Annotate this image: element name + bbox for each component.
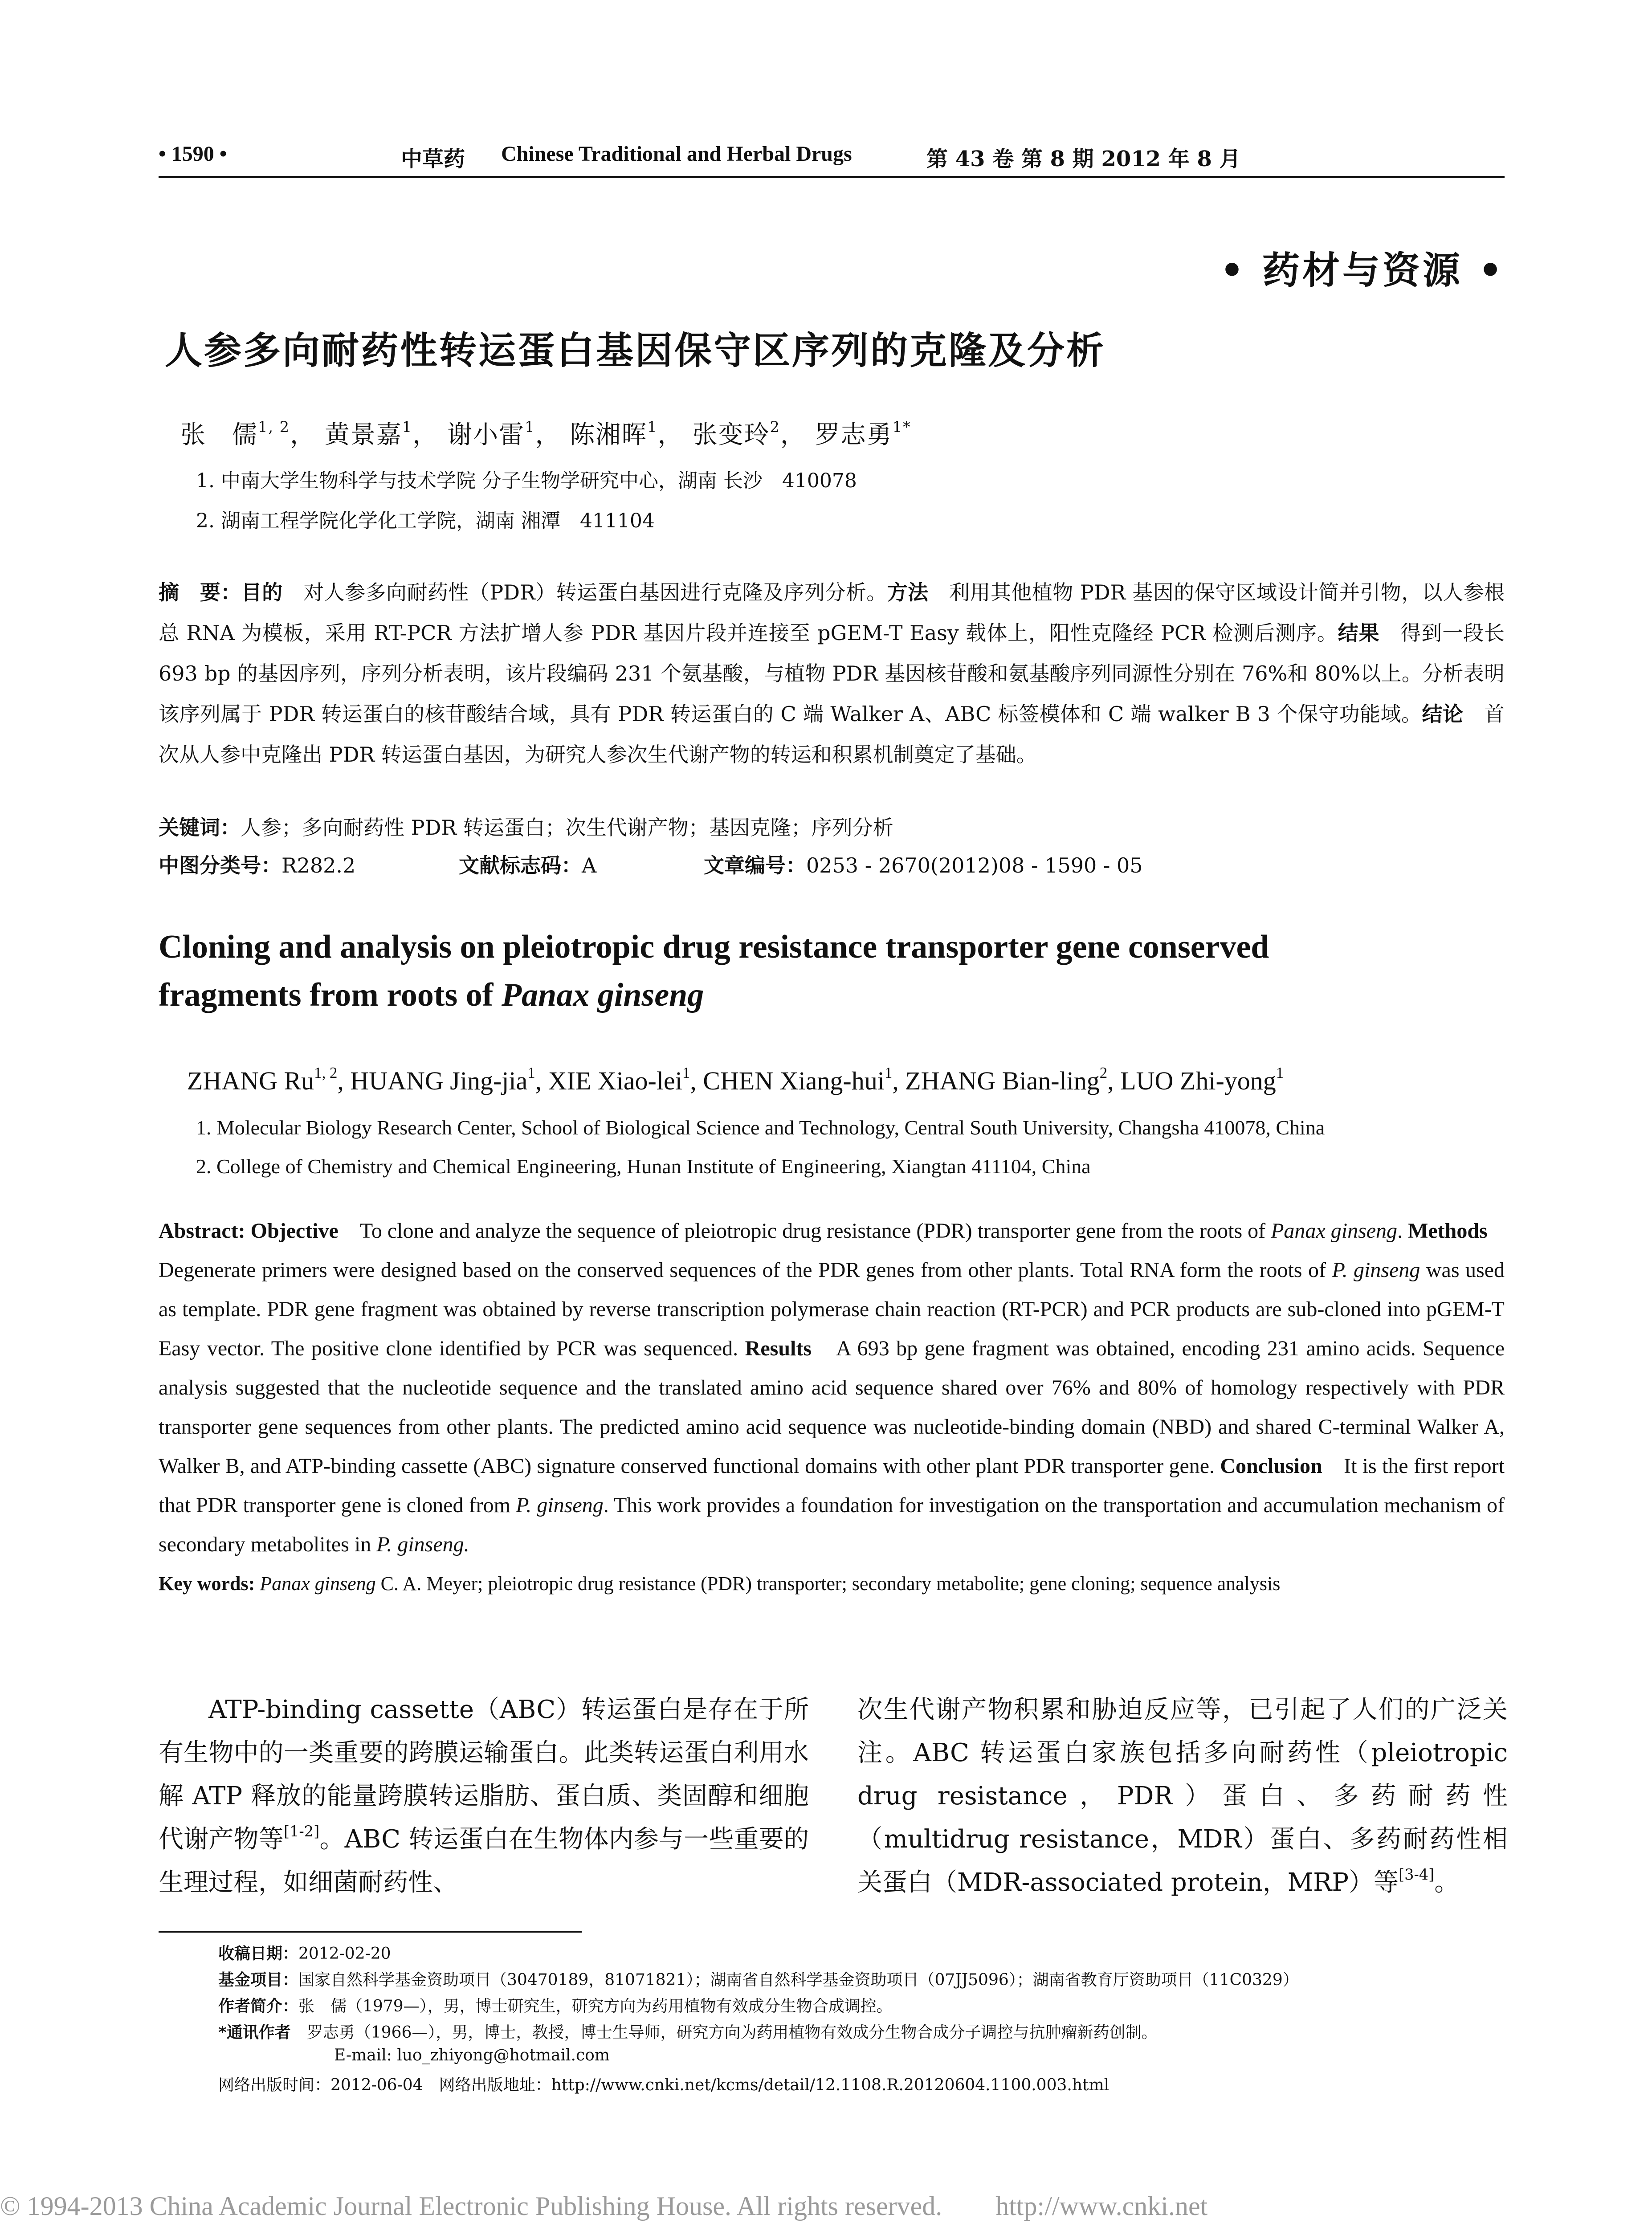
- author-name: XIE Xiao-lei: [548, 1066, 682, 1095]
- author-affil-mark: 1: [527, 1064, 535, 1081]
- en-title-line-1: Cloning and analysis on pleiotropic drug resistance transporter gene conserved: [159, 929, 1269, 965]
- footnote-email: E-mail: luo_zhiyong@hotmail.com: [334, 2046, 610, 2064]
- objective-label: 目的: [241, 580, 283, 604]
- author-name: ZHANG Ru: [187, 1066, 314, 1095]
- author-affil-mark: 1: [525, 418, 535, 436]
- species-name: Panax ginseng: [501, 977, 704, 1013]
- section-tag: • 药材与资源 •: [1220, 249, 1505, 292]
- author-affil-mark: 1*: [892, 418, 911, 436]
- clc-code: R282.2: [281, 853, 356, 877]
- en-keywords: Key words: Panax ginseng C. A. Meyer; pleiotropic drug resistance (PDR) transporter; secondary metabolite; gene cloning; sequence analysis: [159, 1573, 1281, 1595]
- footnote-fund: 基金项目：国家自然科学基金资助项目（30470189，81071821）；湖南省自然科学基金资助项目（07JJ5096）；湖南省教育厅资助项目（11C0329）: [218, 1971, 1299, 1989]
- keywords-label: Key words:: [159, 1573, 255, 1595]
- doc-code: A: [582, 853, 597, 877]
- doc-code-label: 文献标志码：: [459, 853, 582, 877]
- cn-abstract: [159, 572, 1505, 775]
- doc-code-line: [459, 849, 596, 879]
- article-number: 0253 - 2670(2012)08 - 1590 - 05: [806, 853, 1143, 877]
- author-affil-mark: 1, 2: [314, 1064, 338, 1081]
- author-name: 陈湘晖: [570, 420, 648, 449]
- author-affil-mark: 1: [682, 1064, 690, 1081]
- author-affil-mark: 1: [647, 418, 658, 436]
- author-name: 张变玲: [692, 420, 770, 449]
- en-affiliation-2: 2. College of Chemistry and Chemical Engineering, Hunan Institute of Engineering, Xiangtan 411104, China: [196, 1155, 1091, 1178]
- journal-name-cn: 中草药: [401, 147, 465, 171]
- abstract-label: Abstract:: [159, 1219, 245, 1243]
- methods-label: Methods: [1408, 1219, 1488, 1243]
- author-affil-mark: 1: [1276, 1064, 1284, 1081]
- results-label: Results: [745, 1337, 812, 1360]
- methods-label: 方法: [887, 580, 929, 604]
- cn-author-list: 张 儒$^{1, 2}$， 黄景嘉$^1$， 谢小雷$^1$， 陈湘晖$^1$， 张变玲$^2$， 罗志勇$^{1*}$: [180, 418, 911, 449]
- author-affil-mark: 1, 2: [258, 418, 290, 436]
- cn-affiliation-2: 2. 湖南工程学院化学化工学院，湖南 湘潭 411104: [196, 510, 655, 532]
- methods-text: 利用其他植物 PDR 基因的保守区域设计简并引物，以人参根总 RNA 为模板，采用 RT-PCR 方法扩增人参 PDR 基因片段并连接至 pGEM-T Easy 载体上，阳性克隆经 PCR 检测后测序。: [159, 580, 1505, 645]
- author-affil-mark: 1: [402, 418, 413, 436]
- issue-info: 第 43 卷 第 8 期 2012 年 8 月: [926, 147, 1241, 171]
- en-title-line-2: fragments from roots of Panax ginseng: [159, 977, 704, 1013]
- journal-name-en: Chinese Traditional and Herbal Drugs: [501, 142, 852, 166]
- en-title: [159, 923, 1517, 1019]
- clc-label: 中图分类号：: [159, 853, 281, 877]
- conclusion-text: 首次从人参中克隆出 PDR 转运蛋白基因，为研究人参次生代谢产物的转运和积累机制奠定了基础。: [159, 702, 1505, 767]
- en-author-list: ZHANG Ru$^{1, 2}$, HUANG Jing-jia$^1$, XIE Xiao-lei$^1$, CHEN Xiang-hui$^1$, ZHANG Bian-ling$^2$, LUO Zhi-yong$^1$: [187, 1064, 1284, 1095]
- copyright-line: © 1994-2013 China Academic Journal Electronic Publishing House. All rights reserved. http://www.cnki.net: [0, 2191, 1208, 2221]
- footnote-rule: [159, 1931, 582, 1933]
- footnote-received: 收稿日期：2012-02-20: [218, 1945, 391, 1963]
- article-number-line: [704, 849, 1143, 879]
- intro-left-column: ATP-binding cassette（ABC）转运蛋白是存在于所有生物中的一类重要的跨膜运输蛋白。此类转运蛋白利用水解 ATP 释放的能量跨膜转运脂肪、蛋白质、类固醇和细胞代谢产物等[1-2]。ABC 转运蛋白在生物体内参与一些重要的生理过程，如细菌耐药性、: [159, 1695, 809, 1897]
- en-affiliation-1: 1. Molecular Biology Research Center, School of Biological Science and Technology, Central South University, Changsha 410078, China: [196, 1116, 1325, 1139]
- page-number: • 1590 •: [159, 142, 227, 166]
- results-text: 得到一段长 693 bp 的基因序列，序列分析表明，该片段编码 231 个氨基酸，与植物 PDR 基因核苷酸和氨基酸序列同源性分别在 76%和 80%以上。分析表明该序列属于 PDR 转运蛋白的核苷酸结合域，具有 PDR 转运蛋白的 C 端 Walker A、ABC 标签模体和 C 端 walker B 3 个保守功能域。: [159, 621, 1505, 726]
- cn-affiliation-1: 1. 中南大学生物科学与技术学院 分子生物学研究中心，湖南 长沙 410078: [196, 469, 857, 492]
- citation: [1-2]: [283, 1822, 320, 1840]
- author-name: 谢小雷: [447, 420, 525, 449]
- header-rule: [159, 176, 1505, 178]
- keywords-label: 关键词：: [159, 816, 241, 840]
- author-name: HUANG Jing-jia: [350, 1066, 528, 1095]
- cn-keywords: [159, 812, 893, 841]
- classification-line: [159, 849, 355, 879]
- keywords-text: 人参；多向耐药性 PDR 转运蛋白；次生代谢产物；基因克隆；序列分析: [241, 816, 893, 840]
- intro-right-column: 次生代谢产物积累和胁迫反应等，已引起了人们的广泛关注。ABC 转运蛋白家族包括多向耐药性（pleiotropic drug resistance，PDR）蛋白、多药耐药性（multidrug resistance，MDR）蛋白、多药耐药性相关蛋白（MDR-associated protein，MRP）等[3-4]。: [857, 1695, 1508, 1897]
- author-name: LUO Zhi-yong: [1120, 1066, 1276, 1095]
- author-name: 黄景嘉: [324, 420, 402, 449]
- objective-text: 对人参多向耐药性（PDR）转运蛋白基因进行克隆及序列分析。: [282, 580, 887, 604]
- author-name: 张 儒: [180, 420, 258, 449]
- footnote-online: 网络出版时间：2012-06-04 网络出版地址：http://www.cnki.net/kcms/detail/12.1108.R.20120604.1100.003.html: [218, 2076, 1109, 2094]
- author-affil-mark: 2: [1099, 1064, 1108, 1081]
- en-abstract: Abstract: Objective To clone and analyze the sequence of pleiotropic drug resistance (PDR) transporter gene from the roots of Panax ginseng. Methods Degenerate primers were designed based on the conserved sequences of the PDR genes from other plants. Total RNA form the roots of P. ginseng was used as template. PDR gene fragment was obtained by reverse transcription polymerase chain reaction (RT-PCR) and PCR products are sub-cloned into pGEM-T Easy vector. The positive clone identified by PCR was sequenced. Results A 693 bp gene fragment was obtained, encoding 231 amino acids. Sequence analysis suggested that the nucleotide sequence and the translated amino acid sequence shared over 76% and 80% of homology respectively with PDR transporter gene sequences from other plants. The predicted amino acid sequence was nucleotide-binding domain (NBD) and shared C-terminal Walker A, Walker B, and ATP-binding cassette (ABC) signature conserved functional domains with other plant PDR transporter gene. Conclusion It is the first report that PDR transporter gene is cloned from P. ginseng. This work provides a foundation for investigation on the transportation and accumulation mechanism of secondary metabolites in P. ginseng. Key words: Panax ginseng C. A. Meyer; pleiotropic drug resistance (PDR) transporter; secondary metabolite; gene cloning; sequence analysis: [159, 1211, 1505, 1603]
- citation: [3-4]: [1399, 1865, 1435, 1883]
- author-name: 罗志勇: [815, 420, 893, 449]
- results-label: 结果: [1338, 621, 1380, 645]
- abstract-label: 摘 要：: [159, 580, 241, 604]
- article-number-label: 文章编号：: [704, 853, 806, 877]
- author-name: CHEN Xiang-hui: [703, 1066, 885, 1095]
- footnote-corresponding: *通讯作者 罗志勇（1966—），男，博士，教授，博士生导师，研究方向为药用植物有效成分生物合成分子调控与抗肿瘤新药创制。: [218, 2023, 1158, 2042]
- author-affil-mark: 1: [884, 1064, 893, 1081]
- conclusion-label: 结论: [1422, 702, 1464, 726]
- cn-title: 人参多向耐药性转运蛋白基因保守区序列的克隆及分析: [165, 329, 1106, 372]
- conclusion-label: Conclusion: [1220, 1454, 1322, 1478]
- objective-label: Objective: [250, 1219, 339, 1243]
- author-affil-mark: 2: [770, 418, 780, 436]
- author-name: ZHANG Bian-ling: [905, 1066, 1100, 1095]
- footnote-author: 作者简介：张 儒（1979—），男，博士研究生，研究方向为药用植物有效成分生物合成调控。: [218, 1997, 893, 2015]
